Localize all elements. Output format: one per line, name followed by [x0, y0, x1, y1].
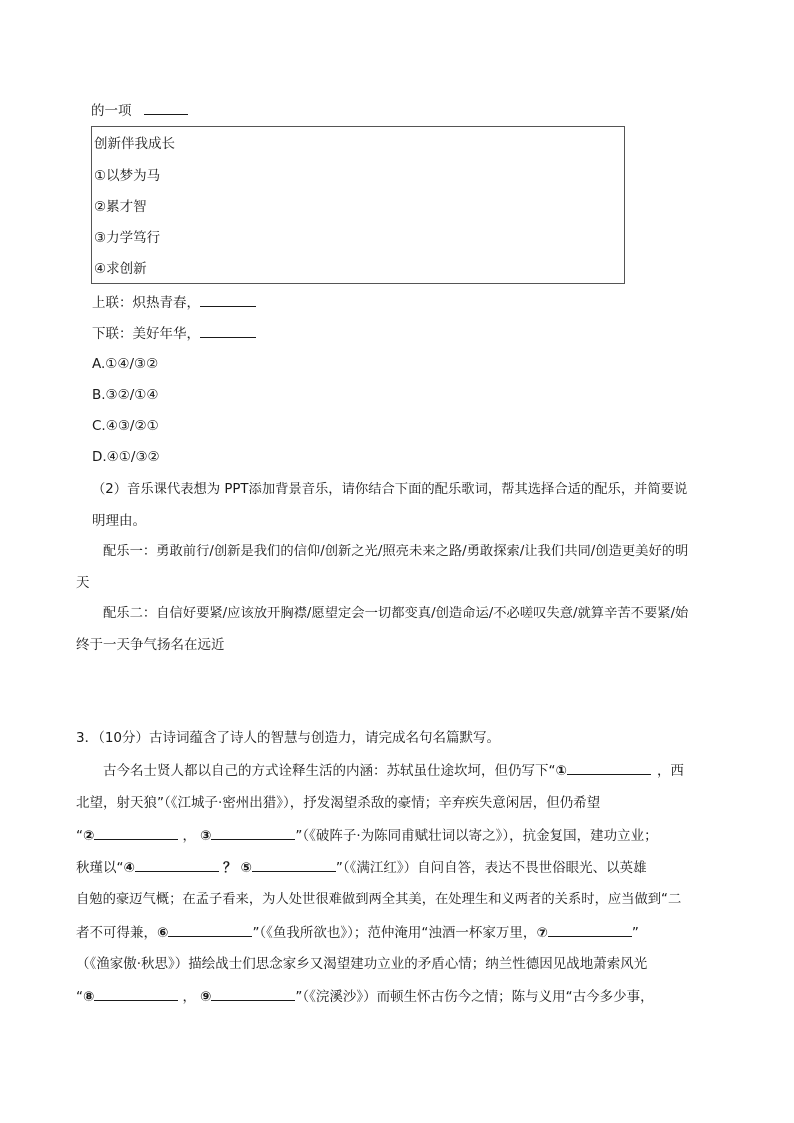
blank-marker-4: ④ — [123, 860, 135, 876]
poem-blank-9[interactable] — [211, 986, 295, 1001]
q3-text: ？ — [222, 860, 237, 876]
box-item-1: ①以梦为马 — [94, 168, 161, 184]
couplet-word-box — [91, 126, 625, 284]
q3-text: ” — [631, 925, 639, 941]
music-two-line-1: 配乐二：自信好要紧/应该放开胸襟/愿望定会一切都变真/创造命运/不必嗟叹失意/就算辛苦不要紧/始 — [103, 606, 689, 621]
box-item-2: ②累才智 — [94, 199, 147, 215]
box-item-4: ④求创新 — [94, 261, 147, 277]
q3-text: “ — [76, 989, 83, 1005]
box-title: 创新伴我成长 — [94, 136, 175, 152]
poem-blank-3[interactable] — [211, 825, 295, 840]
q3-line-5: 自勉的豪迈气概；在孟子看来，为人处世很难做到两全其美，在处理生和义两者的关系时，应当做到“二 — [76, 892, 682, 907]
q2-part2-prompt-1: （2）音乐课代表想为 PPT添加背景音乐，请你结合下面的配乐歌词，帮其选择合适的配乐，并简要说 — [92, 482, 688, 497]
q3-line-7: （《渔家傲·秋思》）描绘战士们思念家乡又渴望建功立业的矛盾心情；纳兰性德因见战地萧索风光 — [76, 956, 648, 972]
music-two-line-2: 终于一天争气扬名在远近 — [76, 637, 225, 653]
lower-couplet-text: 下联：美好年华， — [92, 326, 200, 342]
option-c[interactable]: C.④③/②① — [92, 418, 159, 434]
option-a[interactable]: A.①④/③② — [92, 356, 159, 372]
q3-line-4 — [76, 857, 647, 878]
q3-heading: 3．（10分）古诗词蕴含了诗人的智慧与创造力，请完成名句名篇默写。 — [76, 730, 501, 746]
poem-blank-2[interactable] — [94, 825, 178, 840]
upper-couplet-line — [92, 292, 256, 313]
music-one-line-1: 配乐一：勇敢前行/创新是我们的信仰/创新之光/照亮未来之路/勇敢探索/让我们共同/创造更美好的明 — [103, 544, 689, 559]
upper-couplet-blank[interactable] — [200, 292, 256, 307]
box-item-3: ③力学笃行 — [94, 230, 161, 246]
q3-line-6 — [76, 922, 639, 943]
q3-text: ， — [182, 828, 196, 844]
blank-marker-1: ① — [555, 763, 567, 779]
blank-marker-9: ⑨ — [199, 989, 212, 1005]
q3-text: ”（《浣溪沙》）而顿生怀古伤今之情；陈与义用“古今多少事， — [295, 989, 654, 1005]
upper-couplet-text: 上联：炽热青春， — [92, 295, 200, 311]
q3-text: 古今名士贤人都以自己的方式诠释生活的内涵：苏轼虽仕途坎坷，但仍写下“ — [103, 763, 556, 779]
q3-text: 秋瑾以“ — [76, 860, 124, 876]
q2-part2-prompt-2: 明理由。 — [92, 513, 146, 529]
blank-marker-2: ② — [83, 828, 95, 844]
lower-couplet-line — [92, 323, 256, 344]
music-one-line-2: 天 — [76, 575, 90, 591]
q3-text: ”（《鱼我所欲也》）；范仲淹用“浊酒一杯家万里， — [252, 925, 537, 941]
q3-text: ”（《满江红》）自问自答，表达不畏世俗眼光、以英雄 — [335, 860, 647, 876]
poem-blank-1[interactable] — [567, 760, 651, 775]
q3-text: ，西 — [656, 763, 684, 779]
q3-line-1 — [103, 760, 684, 781]
q3-text: 者不可得兼， — [76, 925, 157, 941]
q3-line-3 — [76, 825, 658, 846]
poem-blank-4[interactable] — [135, 857, 219, 872]
poem-blank-5[interactable] — [252, 857, 336, 872]
lower-couplet-blank[interactable] — [200, 323, 256, 338]
q3-text: ”（《破阵子·为陈同甫赋壮词以寄之》），抗金复国，建功立业； — [295, 828, 658, 844]
q3-text: ， — [182, 989, 196, 1005]
option-b[interactable]: B.③②/①④ — [92, 387, 159, 403]
answer-blank[interactable] — [144, 100, 188, 115]
q3-line-2: 北望，射天狼”（《江城子·密州出猎》），抒发渴望杀敌的豪情；辛弃疾失意闲居，但仍希望 — [76, 795, 601, 811]
q2-lead-line — [91, 100, 188, 121]
blank-marker-5: ⑤ — [240, 860, 252, 876]
poem-blank-8[interactable] — [94, 986, 178, 1001]
q3-line-8 — [76, 986, 654, 1007]
blank-marker-7: ⑦ — [536, 925, 548, 941]
blank-marker-6: ⑥ — [157, 925, 169, 941]
q2-lead-text: 的一项 — [91, 103, 132, 119]
option-d[interactable]: D.④①/③② — [92, 449, 160, 465]
blank-marker-8: ⑧ — [83, 989, 95, 1005]
poem-blank-6[interactable] — [168, 922, 252, 937]
q3-text: “ — [76, 828, 83, 844]
poem-blank-7[interactable] — [548, 922, 632, 937]
blank-marker-3: ③ — [199, 828, 212, 844]
